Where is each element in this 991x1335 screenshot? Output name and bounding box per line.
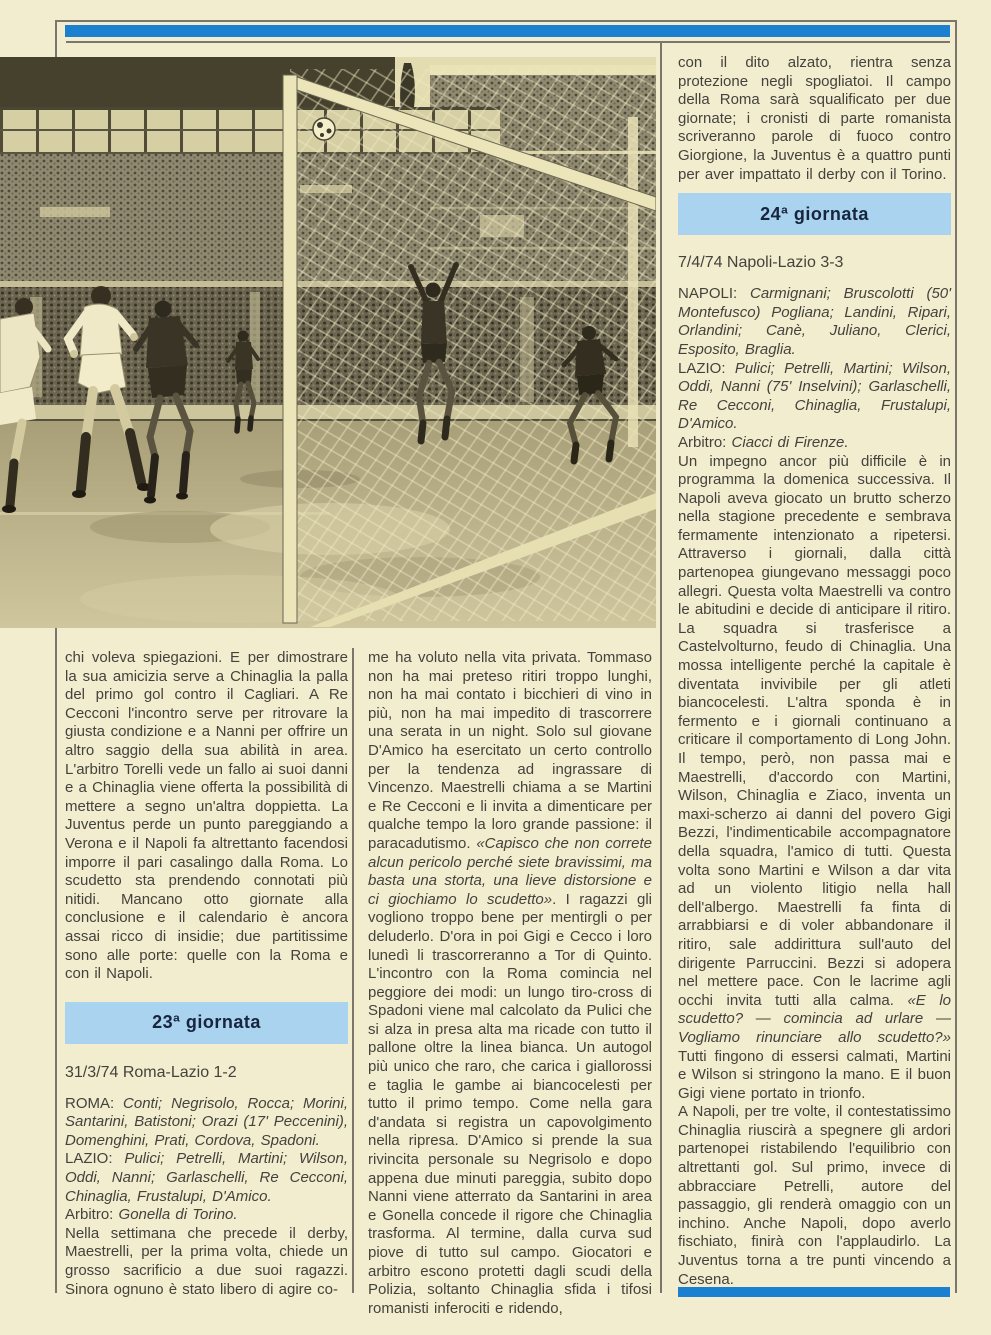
paragraph-top-right: con il dito alzato, rientra senza protezione negli spogliatoi. Il campo della Roma sarà squalificato per due giornate; i cronisti di parte romanista scriveranno parole di fuoco contro Giorgione, la Juventus è a quattro punti per aver impattato il derby con il Torino. — [678, 54, 951, 183]
lineup-label: Arbitro: — [65, 1206, 114, 1224]
lineup-names: Pulici; Petrelli, Martini; Wilson, Oddi, Nanni (75' Inselvini); Garlaschelli, Re Cecconi, Chinaglia, Frustalupi, D'Amico. — [678, 359, 951, 433]
lineup-lazio — [65, 1150, 348, 1206]
quote-segment: «E lo scudetto? — comincia ad urlare — Vogliamo rinunciare allo scudetto?» — [678, 991, 951, 1046]
quote-segment: «Capisco che non correte alcun pericolo perché siete bravissimi, ma basta una storta, una lieve distorsione e ci giochiamo lo scudetto» — [368, 834, 652, 908]
match-line-napoli-lazio: 7/4/74 Napoli-Lazio 3-3 — [678, 254, 844, 272]
lineup-roma — [65, 1095, 348, 1151]
text-segment: Un impegno ancor più difficile è in programma la domenica successiva. Il Napoli aveva giocato un brutto scherzo nella stagione precedente e sembrava fermamente intenzionato a ripetersi. Attraverso i giornali, dalla città partenopea giungevano messaggi poco allegri. Questa volta Maestrelli va contro le abitudini e decide di anticipare il ritiro. La squadra si trasferisce a Castelvolturno, feudo di Chinaglia. Una mossa intelligente perché la capitale è diventata invivibile per gli atleti biancocelesti. L'altra sponda è in fermento e i giornali continuano a criticare il comportamento di Long John. Il tempo, però, non passa mai e Maestrelli, d'accordo con Martini, Wilson, Chinaglia e Ziaco, inventa un maxi-scherzo ai danni del povero Gigi Bezzi, l'indimenticabile accompagnatore della squadra, l'amico di tutti. Questa volta sono Martini e Wilson a dar vita ad un violento litigio nella hall dell'albergo. Maestrelli fa finta di arrabbiarsi e di voler abbandonare il ritiro, sale addirittura sull'auto del dirigente Parruccini. Bezzi si adopera nel mettere pace. Con le lacrime agli occhi invita tutti alla calma. — [678, 452, 951, 1009]
lineup-names: Ciacci di Firenze. — [731, 433, 849, 451]
paragraph-ritiro — [678, 453, 951, 1104]
match-line-roma-lazio: 31/3/74 Roma-Lazio 1-2 — [65, 1063, 237, 1081]
column-divider-left — [352, 648, 354, 1293]
giornata-23-banner — [65, 1002, 348, 1044]
ball-icon — [313, 118, 335, 140]
paragraph-continuation: chi voleva spiegazioni. E per dimostrare la sua amicizia serve a Chinaglia la palla del primo gol contro il Cagliari. A Re Cecconi l'incontro serve per ritrovare la giusta condizione e a Nanni per offrire un altro saggio della sua abilità in area. L'arbitro Torelli vede un fallo ai suoi danni e a Chinaglia viene offerta la possibilità di mettere a segno un'altra doppietta. La Juventus perde un punto pareggiando a Verona e il Napoli fa altrettanto facendosi imporre il pari casalingo dalla Roma. Lo scudetto sta prendendo connotati più nitidi. Mancano otto giornate alla conclusione e il calendario è ancora assai ricco di insidie; due partitissime sono alle porte: quelle con la Roma e con il Napoli. — [65, 649, 348, 983]
lineup-napoli — [678, 285, 951, 359]
giornata-24-banner — [678, 193, 951, 235]
frame-under-rule — [66, 41, 950, 43]
lineup-label: LAZIO: — [65, 1150, 113, 1168]
column-right — [678, 54, 951, 1289]
lineup-label: Arbitro: — [678, 433, 727, 451]
match-photo — [0, 57, 656, 628]
column-middle — [368, 649, 652, 1318]
text-segment: me ha voluto nella vita privata. Tommaso non ha mai preteso ritiri troppo lunghi, non ha mai contato i bicchieri di vino in più, non ha mai impedito di trascorrere una serata in un night. Solo sul giovane D'Amico ha esercitato un certo controllo per la tendenza ad ingrassare di Vincenzo. Maestrelli chiama a se Martini e Re Cecconi e li invita a dimenticare per qualche tempo la loro grande passione: il paracadutismo. — [368, 649, 652, 852]
paragraph-derby-intro: Nella settimana che precede il derby, Maestrelli, per la prima volta, chiede un grosso sacrificio a due suoi ragazzi. Sinora ognuno è stato libero di agire co- — [65, 1224, 348, 1298]
lineup-names: Carmignani; Bruscolotti (50' Montefusco) Pogliana; Landini, Ripari, Orlandini; Canè, Juliano, Clerici, Esposito, Braglia. — [678, 285, 951, 358]
lineup-referee — [65, 1206, 348, 1225]
match-photo-illustration — [0, 57, 656, 628]
lineup-names: Gonella di Torino. — [118, 1206, 238, 1224]
lineup-label: LAZIO: — [678, 359, 726, 377]
lineup-label: ROMA: — [65, 1094, 115, 1112]
lineup-names: Conti; Negrisolo, Rocca; Morini, Santarini, Batistoni; Orazi (17' Peccenini), Domenghini, Prati, Cordova, Spadoni. — [65, 1094, 348, 1149]
lineup-referee — [678, 434, 951, 453]
frame-top-rule — [57, 20, 957, 22]
paragraph-middle — [368, 649, 652, 1318]
column-divider-right — [660, 41, 662, 1293]
text-segment: Tutti fingono di essersi calmati, Martini e Wilson si stringono la mano. E il buon Gigi viene portato in trionfo. — [678, 1047, 951, 1102]
lineup-block-23 — [65, 1095, 348, 1225]
lineup-names: Pulici; Petrelli, Martini; Wilson, Oddi, Nanni; Garlaschelli, Re Cecconi, Chinaglia, Frustalupi, D'Amico. — [65, 1150, 348, 1205]
lineup-block-24 — [678, 285, 951, 452]
top-accent-bar — [65, 25, 950, 37]
frame-right-rule — [955, 20, 957, 1293]
column-left — [65, 649, 348, 1299]
text-segment: . I ragazzi gli vogliono troppo bene per mentirgli o per deluderlo. D'ora in poi Gigi e Cecco i loro lunedì li trascorreranno a Tor di Quinto. L'incontro con la Roma comincia nel peggiore dei modi: un lungo tiro-cross di Spadoni viene mal calcolato da Pulici che si alza in presa alta ma ricade con tutto il pallone oltre la linea bianca. Un autogol più unico che raro, che carica i giallorossi e taglia le gambe ai biancocelesti per tutto il primo tempo. Come nella gara d'andata si registra un capovolgimento nella ripresa. D'Amico si prende la sua rivincita personale su Negrisolo e dopo appena due minuti pareggia, subito dopo Nanni viene atterrato da Santarini in area e Gonella concede il rigore che Chinaglia trasforma. Al termine, dalla curva sud piove di tutto sul campo. Giocatori e arbitro escono protetti dagli scudi della Polizia, soltanto Chinaglia sfida i tifosi romanisti inferociti e ridendo, — [368, 890, 652, 1317]
giornata-23-banner-label: 23ª giornata — [152, 1012, 261, 1033]
lineup-lazio — [678, 360, 951, 434]
giornata-24-banner-label: 24ª giornata — [760, 203, 869, 224]
lineup-label: NAPOLI: — [678, 285, 738, 303]
paragraph-closing: A Napoli, per tre volte, il contestatissimo Chinaglia riuscirà a spegnere gli ardori partenopei ristabilendo l'equilibrio con altrettanti gol. Sul primo, invece di abbracciare Petrelli, autore del passaggio, gli renderà omaggio con un inchino. Anche Napoli, dopo averlo fischiato, finirà con l'applaudirlo. La Juventus torna a tre punti vincendo a Cesena. — [678, 1103, 951, 1288]
